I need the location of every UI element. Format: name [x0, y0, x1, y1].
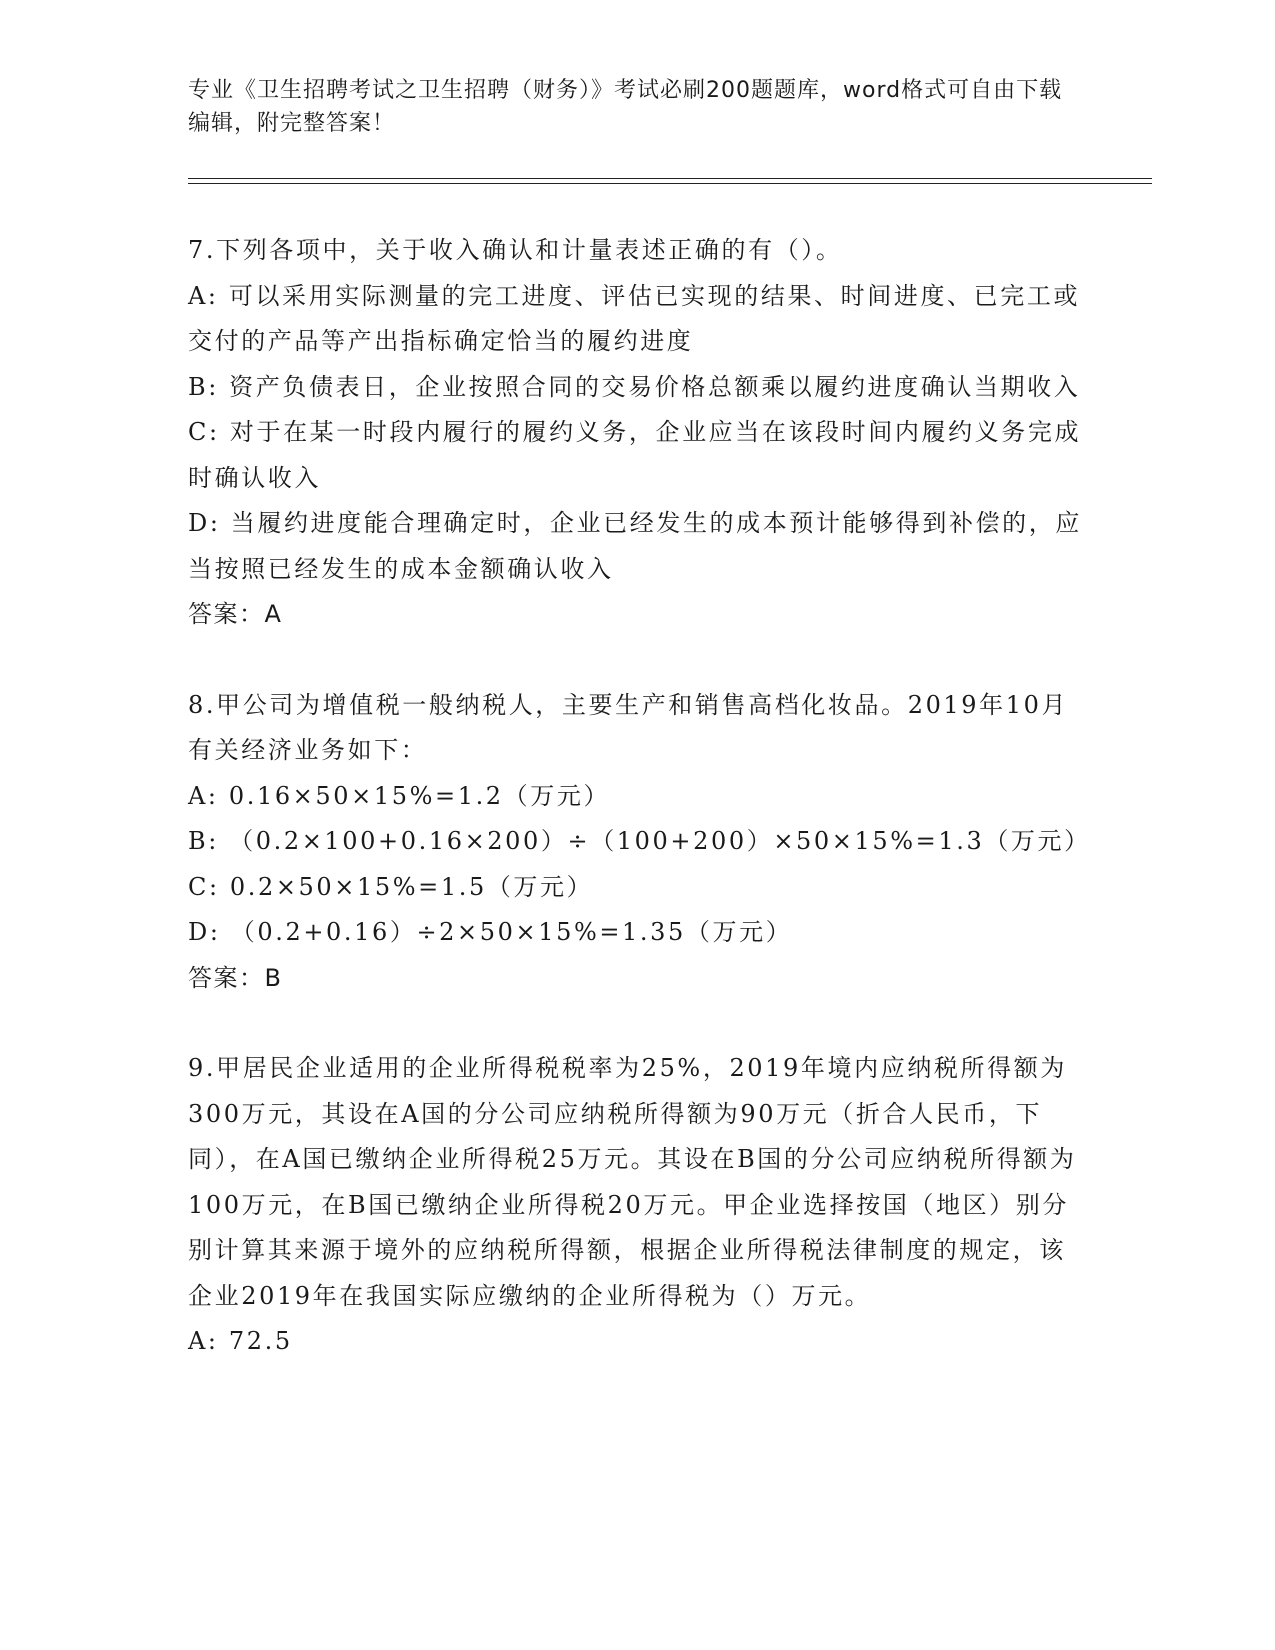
option-b: B: （0.2×100+0.16×200）÷（100+200）×50×15%=1.3（万元）: [188, 827, 1091, 855]
option-c: C: 对于在某一时段内履行的履约义务，企业应当在该段时间内履约义务完成时确认收入: [188, 418, 1082, 492]
document-header: 专业《卫生招聘考试之卫生招聘（财务）》考试必刷200题题库，word格式可自由下载编辑，附完整答案！: [188, 78, 1063, 136]
question-stem: 9.甲居民企业适用的企业所得税税率为25%，2019年境内应纳税所得额为300万元，其设在A国的分公司应纳税所得额为90万元（折合人民币，下同），在A国已缴纳企业所得税25万元。其设在B国的分公司应纳税所得额为100万元，在B国已缴纳企业所得税20万元。甲企业选择按国（地区）别分别计算其来源于境外的应纳税所得额，根据企业所得税法律制度的规定，该企业2019年在我国实际应缴纳的企业所得税为（）万元。: [188, 1054, 1077, 1310]
header-rule-bottom: [188, 183, 1152, 184]
option-c: C: 0.2×50×15%=1.5（万元）: [188, 872, 594, 901]
option-b: B: 资产负债表日，企业按照合同的交易价格总额乘以履约进度确认当期收入: [188, 372, 1081, 401]
question-stem: 7.下列各项中，关于收入确认和计量表述正确的有（）。: [188, 236, 843, 264]
option-a: A: 72.5: [188, 1327, 293, 1355]
option-a: A: 0.16×50×15%=1.2（万元）: [188, 781, 611, 810]
question-9: [188, 1046, 1088, 1365]
question-stem: 8.甲公司为增值税一般纳税人，主要生产和销售高档化妆品。2019年10月有关经济业务如下：: [188, 690, 1069, 764]
option-d: D: 当履约进度能合理确定时，企业已经发生的成本预计能够得到补偿的，应当按照已经发生的成本金额确认收入: [188, 509, 1082, 583]
question-8: [188, 683, 1091, 1002]
option-d: D: （0.2+0.16）÷2×50×15%=1.35（万元）: [188, 918, 793, 946]
question-7: [188, 228, 1088, 638]
answer-label: 答案：B: [188, 963, 283, 992]
answer-label: 答案：A: [188, 600, 283, 628]
header-rule-top: [188, 178, 1152, 179]
question-list: [188, 228, 1091, 1365]
option-a: A: 可以采用实际测量的完工进度、评估已实现的结果、时间进度、已完工或交付的产品等产出指标确定恰当的履约进度: [188, 281, 1081, 355]
